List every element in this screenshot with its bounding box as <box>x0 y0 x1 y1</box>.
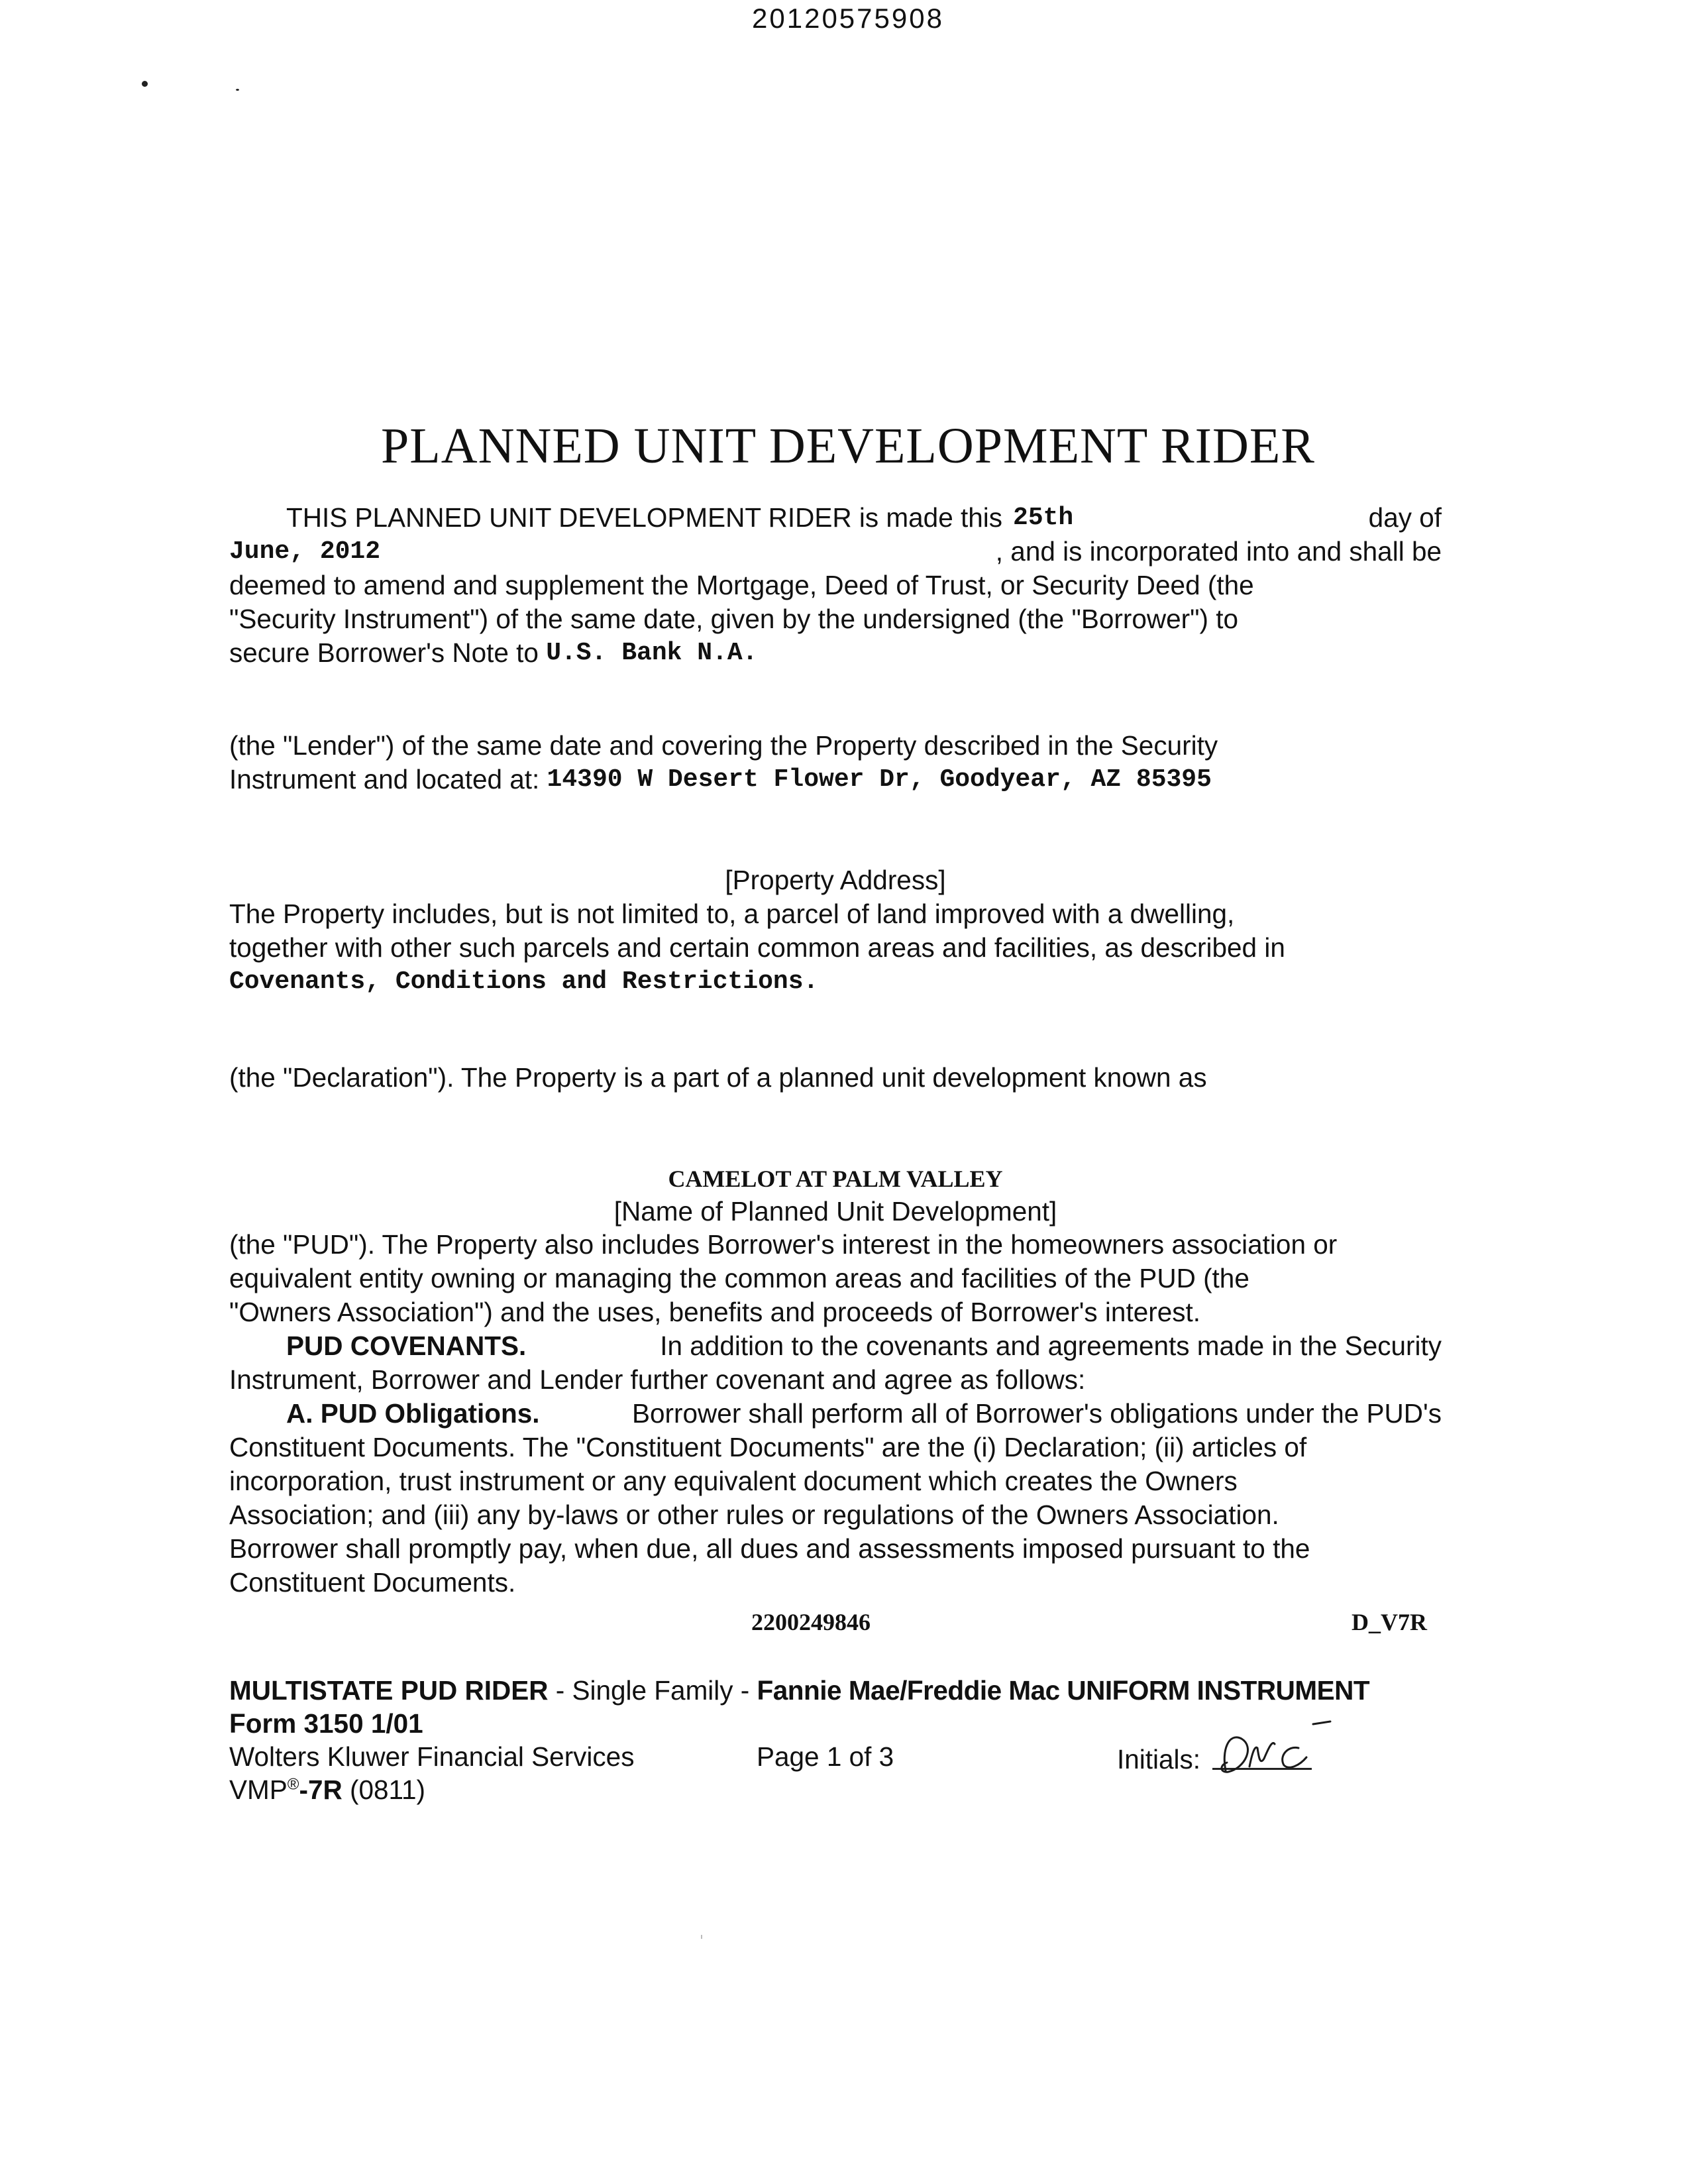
pud-text: equivalent entity owning or managing the common areas and facilities of the PUD (the <box>229 1263 1249 1293</box>
covenants-line-1 <box>229 1329 1442 1363</box>
scan-speck <box>142 81 148 87</box>
covenants-heading: PUD COVENANTS. <box>286 1331 527 1361</box>
pud-text: "Owners Association") and the uses, benefits and proceeds of Borrower's interest. <box>229 1297 1200 1327</box>
intro-text: "Security Instrument") of the same date, given by the undersigned (the "Borrower") to <box>229 604 1239 634</box>
date-field: June, 2012 <box>229 537 381 566</box>
loan-number: 2200249846 <box>751 1609 871 1635</box>
property-text: The Property includes, but is not limited to, a parcel of land improved with a dwelling, <box>229 899 1235 929</box>
form-number: Form 3150 1/01 <box>229 1708 423 1739</box>
pud-name-label: [Name of Planned Unit Development] <box>613 1196 1057 1227</box>
obligations-line-6 <box>229 1566 1442 1600</box>
obligations-text: Borrower shall perform all of Borrower's obligations under the PUD's <box>632 1398 1442 1429</box>
property-address-label: [Property Address] <box>725 865 946 895</box>
form-code: D_V7R <box>1352 1609 1427 1635</box>
initials-signature <box>1214 1719 1333 1782</box>
covenants-line-2 <box>229 1363 1442 1397</box>
rider-title: MULTISTATE PUD RIDER <box>229 1675 549 1706</box>
scan-speck <box>701 1935 702 1939</box>
obligations-heading: A. PUD Obligations. <box>286 1398 540 1429</box>
obligations-text: incorporation, trust instrument or any equivalent document which creates the Owners <box>229 1466 1238 1496</box>
rider-instrument: Fannie Mae/Freddie Mac UNIFORM INSTRUMENT <box>757 1675 1370 1706</box>
vmp-text: -7R <box>299 1774 343 1805</box>
day-field: 25th <box>1013 504 1074 532</box>
document-number: 20120575908 <box>752 3 944 34</box>
obligations-line-4 <box>229 1498 1442 1532</box>
initials-label: Initials: <box>1117 1744 1201 1774</box>
rider-title-row <box>229 1675 1442 1706</box>
property-text: together with other such parcels and certain common areas and facilities, as described in <box>229 932 1285 963</box>
obligations-text: Constituent Documents. <box>229 1567 516 1598</box>
lender-paragraph <box>229 729 1442 796</box>
intro-line-5 <box>229 636 1442 670</box>
property-paragraph <box>229 897 1442 999</box>
property-line-2 <box>229 931 1442 965</box>
publisher-row <box>229 1741 1442 1776</box>
intro-text: deemed to amend and supplement the Mortgage, Deed of Trust, or Security Deed (the <box>229 570 1254 600</box>
intro-line-2 <box>229 535 1442 569</box>
obligations-line-3 <box>229 1464 1442 1498</box>
vmp-text: VMP <box>229 1774 288 1805</box>
declaration-name-field: Covenants, Conditions and Restrictions. <box>229 967 819 996</box>
vmp-text: (0811) <box>342 1774 426 1805</box>
intro-line-4 <box>229 602 1442 636</box>
obligations-line-5 <box>229 1532 1442 1566</box>
obligations-text: Constituent Documents. The "Constituent Documents" are the (i) Declaration; (ii) articles of <box>229 1432 1307 1462</box>
rider-subtitle: - Single Family - <box>548 1675 757 1706</box>
intro-paragraph <box>229 501 1442 670</box>
pud-text: (the "PUD"). The Property also includes Borrower's interest in the homeowners association or <box>229 1229 1338 1260</box>
page-title: PLANNED UNIT DEVELOPMENT RIDER <box>381 418 1315 474</box>
obligations-text: Association; and (iii) any by-laws or other rules or regulations of the Owners Association. <box>229 1500 1279 1530</box>
lender-text: (the "Lender") of the same date and covering the Property described in the Security <box>229 730 1218 761</box>
scan-speck <box>236 89 239 91</box>
pud-name-field: CAMELOT AT PALM VALLEY <box>668 1166 1003 1192</box>
declaration-paragraph <box>229 1061 1442 1095</box>
property-line-1 <box>229 897 1442 931</box>
intro-text: secure Borrower's Note to <box>229 637 539 668</box>
property-address-field: 14390 W Desert Flower Dr, Goodyear, AZ 85395 <box>547 765 1212 794</box>
pud-line-2 <box>229 1262 1442 1295</box>
intro-text: THIS PLANNED UNIT DEVELOPMENT RIDER is made this <box>286 502 1003 533</box>
lender-line-1 <box>229 729 1442 763</box>
obligations-line-2 <box>229 1431 1442 1464</box>
obligations-text: Borrower shall promptly pay, when due, all dues and assessments imposed pursuant to the <box>229 1533 1310 1564</box>
lender-line-2 <box>229 763 1442 796</box>
lender-name-field: U.S. Bank N.A. <box>546 639 758 667</box>
declaration-line-1 <box>229 1061 1442 1095</box>
page-indicator: Page 1 of 3 <box>757 1741 894 1772</box>
vmp-code <box>229 1774 1442 1806</box>
covenants-text: In addition to the covenants and agreements made in the Security <box>660 1331 1442 1361</box>
intro-text: day of <box>1368 502 1442 533</box>
intro-line-3 <box>229 569 1442 602</box>
pud-paragraph <box>229 1228 1442 1600</box>
intro-text: , and is incorporated into and shall be <box>995 536 1442 567</box>
vmp-registered: ® <box>287 1775 299 1794</box>
pud-line-1 <box>229 1228 1442 1262</box>
obligations-line-1 <box>229 1397 1442 1431</box>
covenants-text: Instrument, Borrower and Lender further covenant and agree as follows: <box>229 1364 1086 1395</box>
property-line-3 <box>229 965 1442 999</box>
publisher: Wolters Kluwer Financial Services <box>229 1741 635 1772</box>
declaration-text: (the "Declaration"). The Property is a part of a planned unit development known as <box>229 1062 1207 1093</box>
pud-line-3 <box>229 1295 1442 1329</box>
intro-line-1 <box>229 501 1442 535</box>
lender-text: Instrument and located at: <box>229 764 540 794</box>
